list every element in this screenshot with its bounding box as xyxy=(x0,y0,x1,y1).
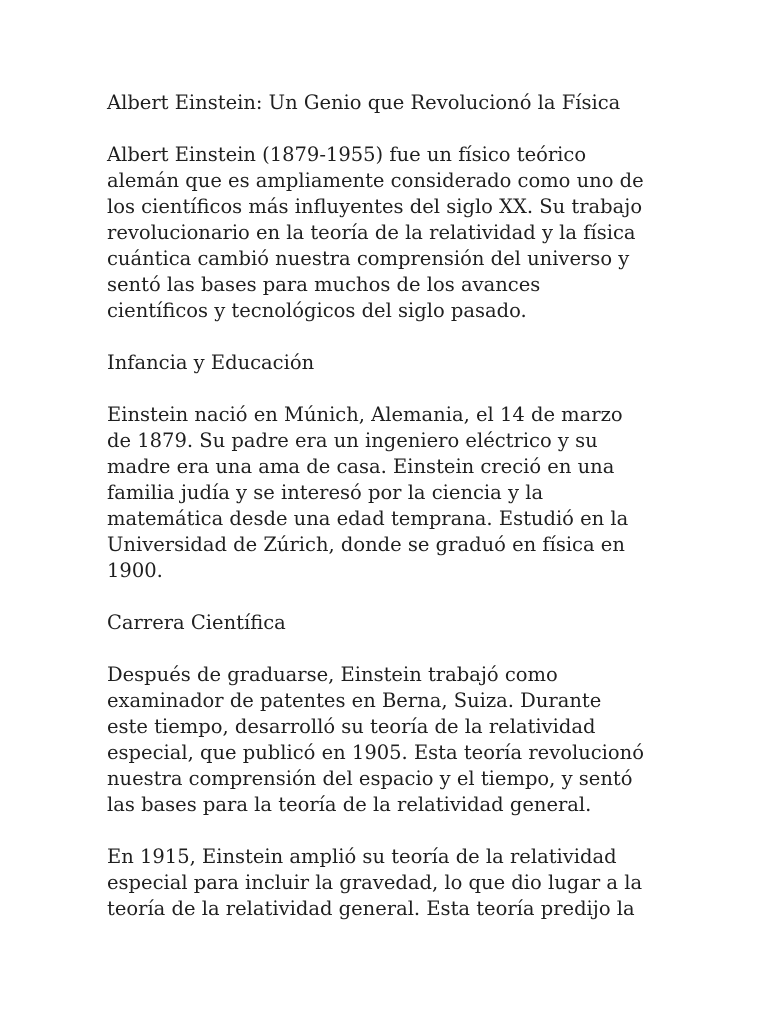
text-line: Universidad de Zúrich, donde se graduó en física en xyxy=(107,533,625,556)
text-line: sentó las bases para muchos de los avances xyxy=(107,273,541,296)
text-line: las bases para la teoría de la relatividad general. xyxy=(107,793,592,816)
text-line: nuestra comprensión del espacio y el tiempo, y sentó xyxy=(107,767,633,790)
text-line: especial para incluir la gravedad, lo que dio lugar a la xyxy=(107,871,643,894)
text-line: alemán que es ampliamente considerado como uno de xyxy=(107,169,644,192)
text-line: cuántica cambió nuestra comprensión del universo y xyxy=(107,247,630,270)
text-line: de 1879. Su padre era un ingeniero eléctrico y su xyxy=(107,429,598,452)
section-heading-infancia: Infancia y Educación xyxy=(107,351,315,374)
carrera-paragraph-1 xyxy=(107,662,687,818)
document-page xyxy=(107,90,687,922)
intro-paragraph xyxy=(107,142,687,324)
text-line: científicos y tecnológicos del siglo pasado. xyxy=(107,299,527,322)
document-title: Albert Einstein: Un Genio que Revolucionó la Física xyxy=(107,91,621,114)
text-line: Después de graduarse, Einstein trabajó como xyxy=(107,663,558,686)
text-line: revolucionario en la teoría de la relatividad y la física xyxy=(107,221,636,244)
paragraph-gap xyxy=(107,376,687,402)
paragraph-gap xyxy=(107,584,687,610)
text-line: teoría de la relatividad general. Esta teoría predijo la xyxy=(107,897,635,920)
text-line: este tiempo, desarrolló su teoría de la relatividad xyxy=(107,715,596,738)
text-line: Albert Einstein (1879-1955) fue un físico teórico xyxy=(107,143,587,166)
paragraph-gap xyxy=(107,116,687,142)
text-line: los científicos más influyentes del siglo XX. Su trabajo xyxy=(107,195,643,218)
paragraph-gap xyxy=(107,324,687,350)
paragraph-gap xyxy=(107,636,687,662)
infancia-paragraph xyxy=(107,402,687,584)
paragraph-gap xyxy=(107,818,687,844)
text-line: familia judía y se interesó por la ciencia y la xyxy=(107,481,544,504)
carrera-paragraph-2 xyxy=(107,844,687,922)
text-line: Einstein nació en Múnich, Alemania, el 14 de marzo xyxy=(107,403,623,426)
section-heading-carrera: Carrera Científica xyxy=(107,611,286,634)
text-line: matemática desde una edad temprana. Estudió en la xyxy=(107,507,629,530)
text-line: 1900. xyxy=(107,559,163,582)
text-line: examinador de patentes en Berna, Suiza. Durante xyxy=(107,689,602,712)
text-line: especial, que publicó en 1905. Esta teoría revolucionó xyxy=(107,741,644,764)
text-line: madre era una ama de casa. Einstein creció en una xyxy=(107,455,615,478)
text-line: En 1915, Einstein amplió su teoría de la relatividad xyxy=(107,845,617,868)
